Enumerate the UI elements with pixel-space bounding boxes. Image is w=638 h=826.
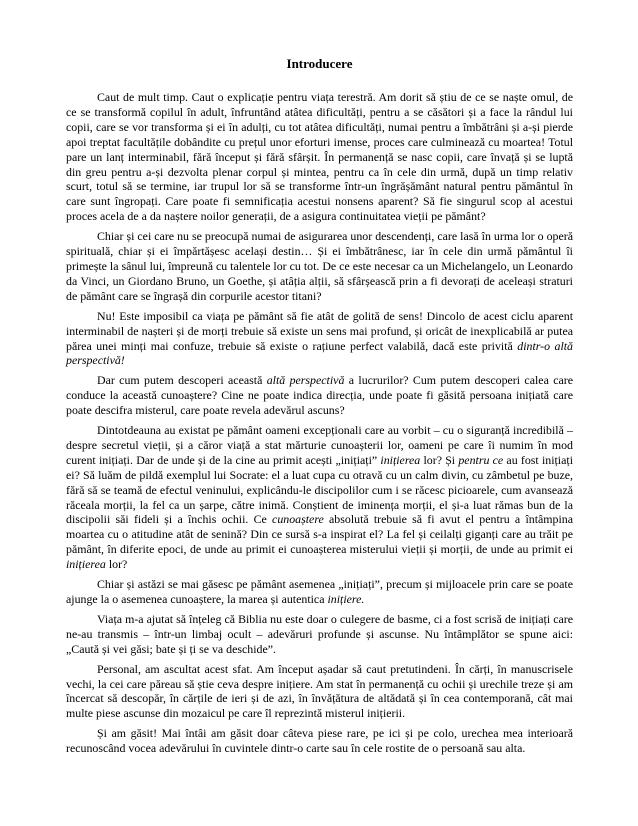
paragraph-text: absolută trebuie să fi avut el pentru a întâmpina moartea cu o atitudine atât de senină? Din ce sursă s-a inspirat el? La fel și ceilalți giganți care au trăit pe pământ, în diferite epoci, de unde au primit ei cunoașterea misterului vieții și morții, de unde au primit ei bbox=[66, 512, 573, 557]
paragraph bbox=[66, 373, 573, 418]
italic-text: inițierea bbox=[380, 452, 421, 467]
paragraph-text: Nu! Este imposibil ca viața pe pământ să fie atât de golită de sens! Dincolo de acest ciclu aparent interminabil de nașteri și de morți trebuie să existe un sens mai profund, și oricât de inexplicabilă ar putea părea unei minți mai confuze, trebuie să existe o rațiune perfect valabilă, dacă este privită bbox=[66, 308, 573, 353]
italic-text: pentru ce bbox=[458, 452, 504, 467]
paragraph bbox=[66, 90, 573, 224]
paragraph bbox=[66, 662, 573, 722]
document-body bbox=[66, 90, 573, 756]
paragraph-text: Dar cum putem descoperi această bbox=[97, 373, 267, 388]
paragraph bbox=[66, 309, 573, 369]
paragraph-text: Chiar și cei care nu se preocupă numai de asigurarea unor descendenți, care lasă în urma lor o operă spirituală, chiar și ei împărtășesc același destin… Și ei îmbătrânesc, iar în cele din urmă pământul îi primește la sânul lui, împreună cu talentele lor cu tot. De ce este necesar ca un Michelangelo, un Leonardo da Vinci, un Giordano Bruno, un Goethe, și atâția alții, să sfârșească prin a fi devorați de aceleași straturi de pământ care se îngrașă din corpurile acestor titani? bbox=[66, 229, 573, 303]
paragraph-text: Personal, am ascultat acest sfat. Am început așadar să caut pretutindeni. În cărți, în manuscrisele vechi, la cei care păreau să știe ceva despre inițiere. Am stat în permanență cu ochii și urechile treze și am încercat să descopăr, în cărțile de ieri și de azi, în învățătura de altădată și în cea contemporană, cât mai multe piese ascunse din mozaicul pe care îl reprezintă misterul inițierii. bbox=[66, 661, 573, 721]
paragraph-text: a lucrurilor? Cum putem descoperi calea care conduce la această cunoaștere? Cine ne poate indica direcția, unde poate fi găsită persoana inițiată care poate descifra misterul, care poate revela adevărul ascuns? bbox=[66, 373, 573, 418]
paragraph bbox=[66, 229, 573, 304]
italic-text: altă perspectivă bbox=[266, 373, 345, 388]
paragraph-text: Și am găsit! Mai întâi am găsit doar câteva piese rare, pe ici și pe colo, urechea mea interioară recunoscând vocea adevărului în cuvintele dintr-o carte sau în cele rostite de o persoană sau alta. bbox=[66, 726, 573, 756]
paragraph-text: Dintotdeauna au existat pe pământ oameni excepționali care au vorbit – cu o siguranță incredibilă – despre secretul vieții, și a căror viață a stat mărturie cunoașterii lor, oameni pe care îi numim în mod curent inițiați. Dar de unde și de la cine au primit acești „inițiați” bbox=[66, 423, 573, 467]
paragraph-text: lor? Și bbox=[420, 452, 459, 467]
paragraph-text: au fost inițiați ei? Să luăm de pildă exemplul lui Socrate: el a luat cupa cu otravă cu un calm divin, cu zâmbetul pe buze, fără să se teamă de efectul veninului, explicându-le discipolilor cum i se răcesc picioarele, cum avansează răceala morții, la fel ca un șarpe, către inimă. Conștient de iminența morții, el și-a luat rămas bun de la discipolii săi fideli și a închis ochii. Ce bbox=[66, 452, 574, 527]
italic-text: cunoaștere bbox=[272, 512, 324, 527]
paragraph-text: Viața m-a ajutat să înțeleg că Biblia nu este doar o culegere de basme, ci a fost scrisă de inițiați care ne-au transmis – într-un limbaj ocult – adevăruri profunde și ascunse. Nu întâmplător se spune aici: „Caută și vei găsi; bate și ți se va deschide”. bbox=[66, 611, 573, 656]
italic-text: dintr-o altă perspectivă! bbox=[66, 338, 574, 368]
paragraph-text: lor? bbox=[105, 557, 128, 572]
paragraph bbox=[66, 726, 573, 756]
italic-text: inițierea bbox=[66, 557, 106, 572]
page-title: Introducere bbox=[286, 56, 353, 71]
paragraph-text: Caut de mult timp. Caut o explicație pentru viața terestră. Am dorit să știu de ce se naște omul, de ce se transformă copilul în adult, înfruntând atâtea dificultăți, pentru a se căsători și a face la rândul lui copii, care se vor transforma și ei în adulți, cu tot atâtea dificultăți, numai pentru a îmbătrâni și a-și pierde apoi treptat facultățile dobândite cu prețul unor eforturi imense, proces care culminează cu moartea! Totul pare un lanț interminabil, fără început și fără sfârșit. În permanență se nasc copii, care învață și se luptă din greu pentru a-și dezvolta plenar corpul și mintea, pentru ca în cele din urmă, după un timp relativ scurt, totul să se termine, iar trupul lor să se transforme într-un îngrășământ natural pentru pământul în care sunt îngropați. Care poate fi semnificația acestui nonsens aparent? Să fie singurul scop al acestui proces acela de a da naștere noilor generații, de a asigura continuitatea vieții pe pământ? bbox=[66, 90, 573, 224]
paragraph-text: Chiar și astăzi se mai găsesc pe pământ asemenea „inițiați”, precum și mijloacele prin care se poate ajunge la o asemenea cunoaștere, la marea și autentica bbox=[66, 577, 573, 606]
italic-text: inițiere. bbox=[327, 592, 365, 606]
paragraph bbox=[66, 612, 573, 657]
paragraph bbox=[66, 423, 573, 572]
paragraph bbox=[66, 577, 573, 607]
